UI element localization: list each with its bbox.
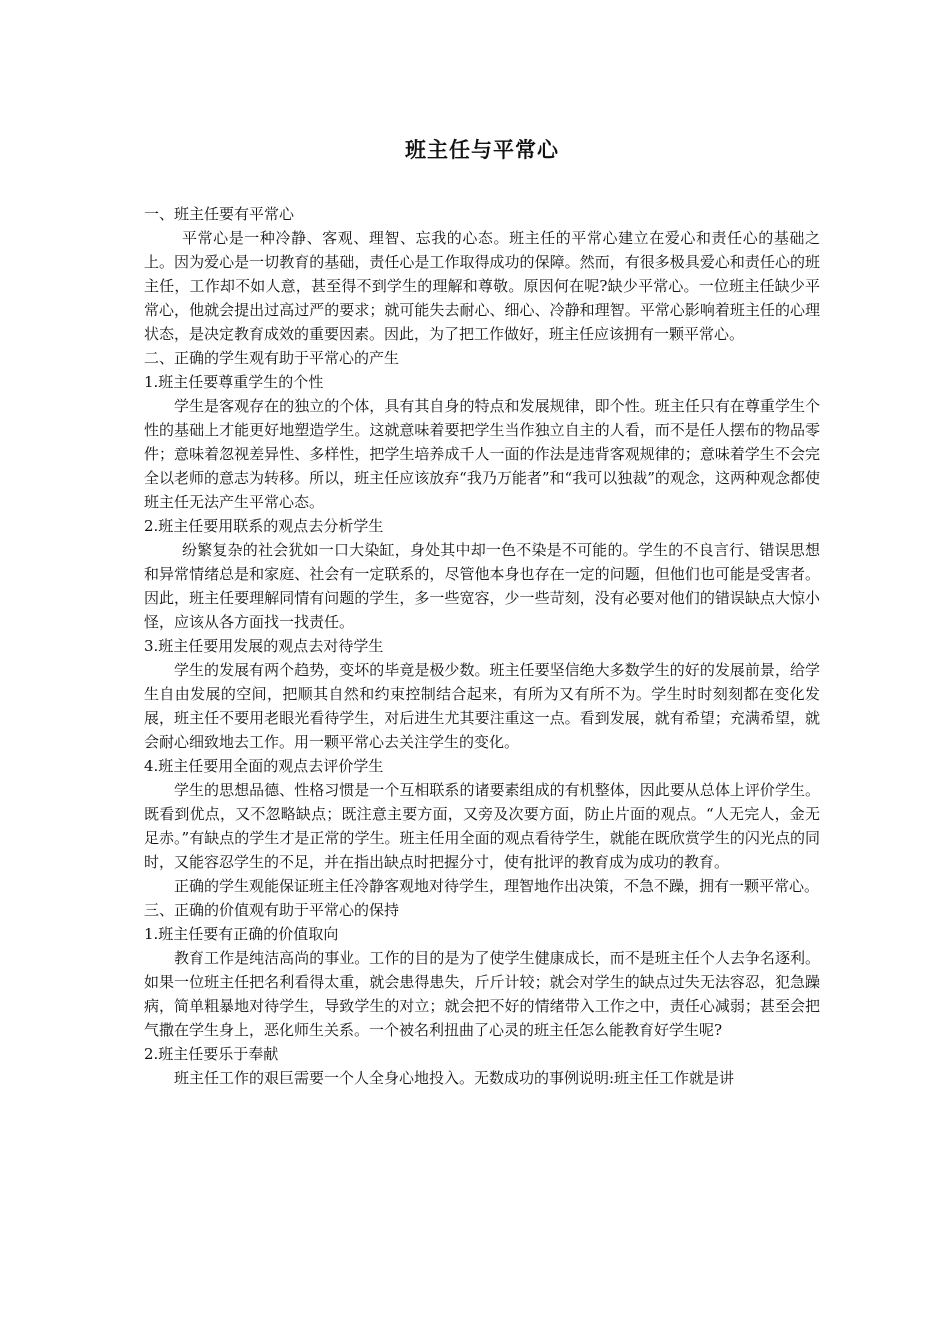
section-heading: 1.班主任要有正确的价值取向 [144,925,339,943]
section-heading: 3.班主任要用发展的观点去对待学生 [144,637,384,655]
body-paragraph: 班主任工作的艰巨需要一个人全身心地投入。无数成功的事例说明:班主任工作就是讲 [174,1069,735,1087]
document-title: 班主任与平常心 [405,137,559,162]
body-paragraph: 教育工作是纯洁高尚的事业。工作的目的是为了使学生健康成长，而不是班主任个人去争名逐利。如果一位班主任把名利看得太重，就会患得患失，斤斤计较；就会对学生的缺点过失无法容忍，犯急躁病，简单粗暴地对待学生，导致学生的对立；就会把不好的情绪带入工作之中，责任心减弱；甚至会把气撒在学生身上，恶化师生关系。一个被名利扭曲了心灵的班主任怎么能教育好学生呢? [144,949,820,1039]
body-paragraph: 学生的发展有两个趋势，变坏的毕竟是极少数。班主任要坚信绝大多数学生的好的发展前景，给学生自由发展的空间，把顺其自然和约束控制结合起来，有所为又有所不为。学生时时刻刻都在变化发展，班主任不要用老眼光看待学生，对后进生尤其要注重这一点。看到发展，就有希望；充满希望，就会耐心细致地去工作。用一颗平常心去关注学生的变化。 [144,661,820,751]
section-heading: 2.班主任要乐于奉献 [144,1045,279,1063]
body-paragraph: 学生是客观存在的独立的个体，具有其自身的特点和发展规律，即个性。班主任只有在尊重学生个性的基础上才能更好地塑造学生。这就意味着要把学生当作独立自主的人看，而不是任人摆布的物品零件；意味着忽视差异性、多样性，把学生培养成千人一面的作法是违背客观规律的；意味着学生不会完全以老师的意志为转移。所以，班主任应该放弃“我乃万能者”和“我可以独裁”的观念，这两种观念都使班主任无法产生平常心态。 [144,397,820,511]
section-heading: 三、正确的价值观有助于平常心的保持 [144,901,400,919]
body-paragraph: 平常心是一种冷静、客观、理智、忘我的心态。班主任的平常心建立在爱心和责任心的基础之上。因为爱心是一切教育的基础，责任心是工作取得成功的保障。然而，有很多极具爱心和责任心的班主任，工作却不如人意，甚至得不到学生的理解和尊敬。原因何在呢?缺少平常心。一位班主任缺少平常心，他就会提出过高过严的要求；就可能失去耐心、细心、冷静和理智。平常心影响着班主任的心理状态，是决定教育成效的重要因素。因此，为了把工作做好，班主任应该拥有一颗平常心。 [144,229,820,343]
document-body [144,202,820,1090]
section-heading: 2.班主任要用联系的观点去分析学生 [144,517,384,535]
body-paragraph: 学生的思想品德、性格习惯是一个互相联系的诸要素组成的有机整体，因此要从总体上评价学生。既看到优点，又不忽略缺点；既注意主要方面，又旁及次要方面，防止片面的观点。“人无完人，金无足赤。”有缺点的学生才是正常的学生。班主任用全面的观点看待学生，就能在既欣赏学生的闪光点的同时，又能容忍学生的不足，并在指出缺点时把握分寸，使有批评的教育成为成功的教育。 [144,781,820,871]
section-heading: 4.班主任要用全面的观点去评价学生 [144,757,384,775]
section-heading: 一、班主任要有平常心 [144,205,295,223]
section-heading: 二、正确的学生观有助于平常心的产生 [144,349,400,367]
body-paragraph: 纷繁复杂的社会犹如一口大染缸，身处其中却一色不染是不可能的。学生的不良言行、错误思想和异常情绪总是和家庭、社会有一定联系的，尽管他本身也存在一定的问题，但他们也可能是受害者。因此，班主任要理解同情有问题的学生，多一些宽容，少一些苛刻，没有必要对他们的错误缺点大惊小怪，应该从各方面找一找责任。 [144,541,820,631]
body-paragraph: 正确的学生观能保证班主任冷静客观地对待学生，理智地作出决策，不急不躁，拥有一颗平常心。 [174,877,820,895]
section-heading: 1.班主任要尊重学生的个性 [144,373,324,391]
